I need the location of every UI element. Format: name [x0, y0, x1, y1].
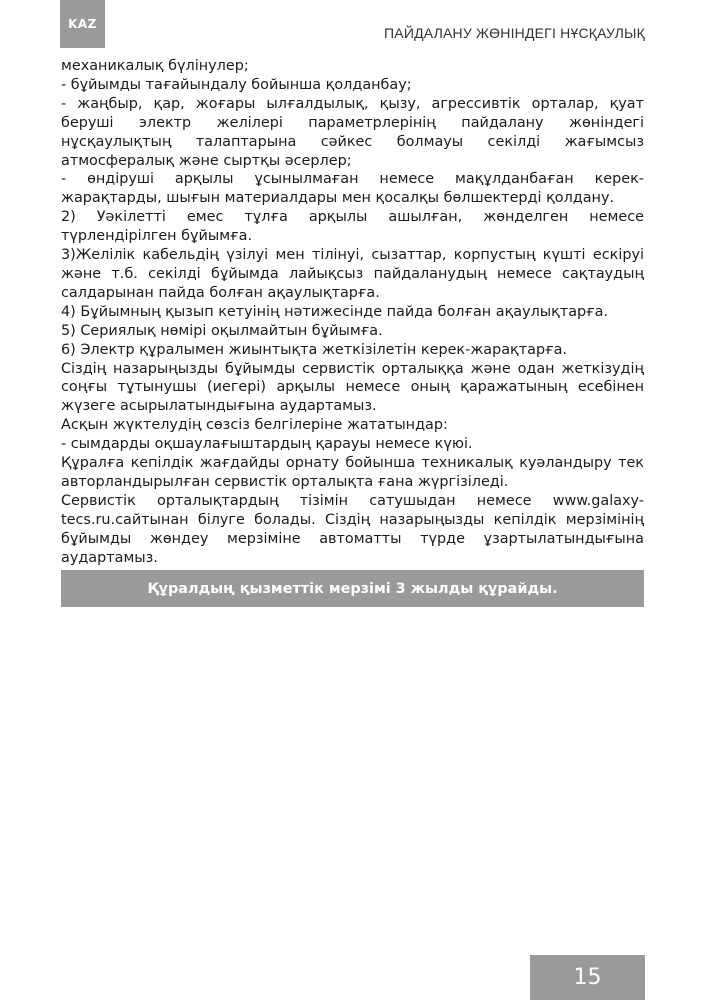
paragraph: - бұйымды тағайындалу бойынша қолданбау;	[61, 76, 412, 93]
body-text	[61, 57, 644, 567]
language-code: KAZ	[68, 17, 97, 31]
paragraph: 5) Сериялық нөмірі оқылмайтын бұйымға.	[61, 322, 383, 339]
service-life-notice	[61, 570, 644, 607]
paragraph: Құралға кепілдік жағдайды орнату бойынша техникалық куәландыру тек авторландырылған сервистік орталықта ғана жүргізіледі.	[61, 455, 644, 490]
paragraph: 3)Желілік кабельдің үзілуі мен тілінуі, сызаттар, корпустың күшті ескіруі және т.б. секілді бұйымда лайықсыз пайдаланудың немесе сақтаудың салдарынан пайда болған ақаулықтарға.	[61, 247, 644, 301]
paragraph: 4) Бұйымның қызып кетуінің нәтижесінде пайда болған ақаулықтарға.	[61, 303, 609, 320]
page-header-title: ПАЙДАЛАНУ ЖӨНІНДЕГІ НҰСҚАУЛЫҚ	[384, 25, 645, 41]
paragraph: - өндіруші арқылы ұсынылмаған немесе мақұлданбаған керек-жарақтарды, шығын материалдары мен қосалқы бөлшектерді қолдану.	[61, 171, 644, 207]
page-number-value: 15	[573, 965, 602, 990]
page-number	[530, 955, 645, 1000]
paragraph: - жаңбыр, қар, жоғары ылғалдылық, қызу, агрессивтік орталар, қуат беруші электр желілері параметрлерінің пайдалану жөніндегі нұсқаулықтың талаптарына сәйкес болмауы секілді жағымсыз атмосфералық және сыртқы әсерлер;	[61, 95, 644, 169]
paragraph: Сервистік орталықтардың тізімін сатушыдан немесе www.galaxy-tecs.ru.сайтынан білуге болады. Сіздің назарыңызды кепілдік мерзімінің бұйымды жөндеу мерзіміне автоматты түрде ұзартылатындығына аудартамыз.	[61, 492, 644, 566]
paragraph: Сіздің назарыңызды бұйымды сервистік орталыққа және одан жеткізудің соңғы тұтынушы (иегері) арқылы немесе оның қаражатының есебінен жүзеге асырылатындығына аудартамыз.	[61, 360, 644, 415]
service-life-text: Құралдың қызметтік мерзімі 3 жылды құрайды.	[147, 580, 558, 597]
paragraph: - сымдарды оқшаулағыштардың қарауы немесе күюі.	[61, 436, 473, 453]
paragraph: 6) Электр құралымен жиынтықта жеткізілетін керек-жарақтарға.	[61, 341, 567, 358]
paragraph: Асқын жүктелудің сөзсіз белгілеріне жататындар:	[61, 417, 448, 434]
language-tab	[60, 0, 105, 48]
paragraph: 2) Уәкілетті емес тұлға арқылы ашылған, жөнделген немесе түрлендірілген бұйымға.	[61, 209, 644, 245]
paragraph: механикалық бүлінулер;	[61, 58, 249, 74]
